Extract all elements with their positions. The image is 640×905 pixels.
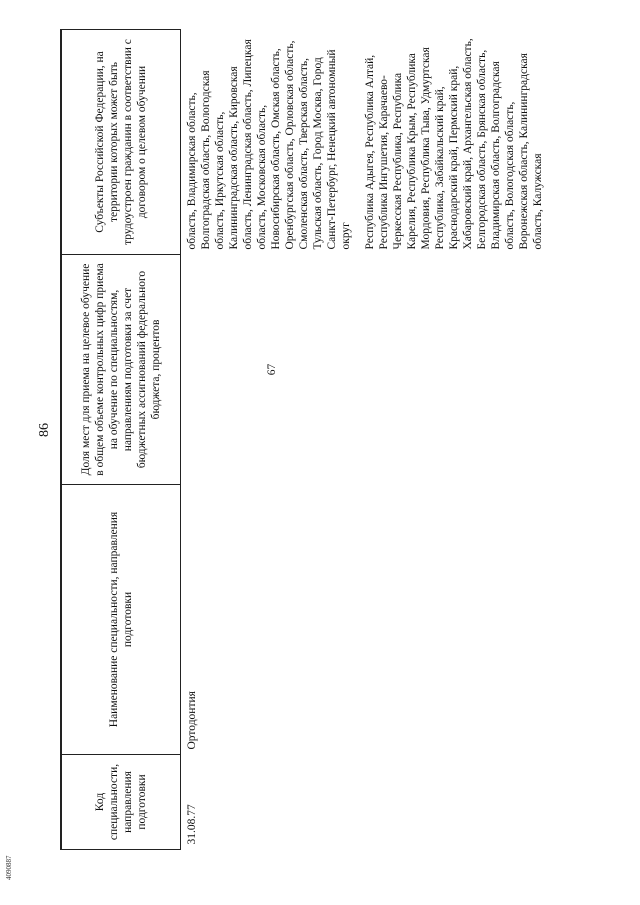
- cell-code: 31.08.77: [186, 804, 198, 845]
- rotated-table-container: [60, 30, 544, 850]
- target-training-table: [60, 29, 549, 850]
- header-name: Наименование специальности, направления подготовки: [61, 485, 181, 755]
- continuation-text: область, Владимирская область, Волгоградская область, Вологодская область, Иркутская область, Калининградская область, Кировская область, Ленинградская область, Липецкая область, Московская область, Новосибирская область, Омская область, Оренбургская область, Орловская область, Смоленская область, Тверская область, Тульская область, Город Москва, Город Санкт-Петербург, Ненецкий автономный округ: [186, 39, 352, 250]
- page-number: 86: [37, 423, 52, 437]
- header-subjects: Субъекты Российской Федерации, на территории которых может быть трудоустроен гражданин в соответствии с договором о целевом обучении: [61, 30, 181, 255]
- cell-subjects-value: Республика Адыгея, Республика Алтай, Республика Ингушетия, Карачаево-Черкесская Республика, Республика Карелия, Республика Крым, Республика Мордовия, Республика Тыва, Удмуртская Республика, Забайкальский край, Краснодарский край, Пермский край, Хабаровский край, Архангельская область, Белгородская область, Брянская область, Владимирская область, Волгоградская область, Вологодская область, Воронежская область, Калининградская область, Калужская: [364, 38, 544, 250]
- table-row: [181, 30, 550, 850]
- document-id: 4090887: [5, 855, 13, 880]
- header-share: Доля мест для приема на целевое обучение в общем объеме контрольных цифр приема на обучение по специальностям, направлениям подготовки за счет бюджетных ассигнований федерального бюджета, процентов: [61, 255, 181, 485]
- cell-share-value: 67: [266, 363, 278, 376]
- cell-share: [181, 255, 550, 485]
- table-header-row: [61, 30, 181, 850]
- cell-name: Ортодонтия: [186, 691, 198, 750]
- header-code: Код специальности, направления подготовки: [61, 755, 181, 850]
- cell-subjects: [181, 30, 550, 255]
